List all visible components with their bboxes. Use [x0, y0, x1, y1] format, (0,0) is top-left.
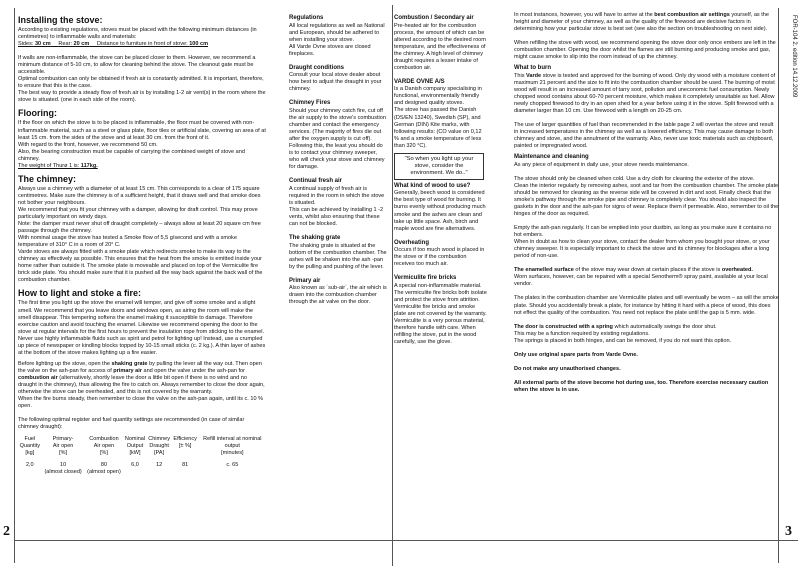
- varde-title: VARDE OVNE A/S: [394, 78, 445, 85]
- header-nominal-output: Nominal Output [kW]: [124, 436, 146, 457]
- maintenance-para-4: Empty the ash-pan regularly. It can be emptied into your dustbin, as long as you make sure it contains no hot embers.: [514, 225, 772, 239]
- best-settings-term: best combustion air settings: [654, 12, 730, 18]
- text-run: stove is tested and approved for the burning of wood. Only dry wood with a moisture content of maximum 21 percent and the size to fit into the combustion chamber should be used. The burning of moist wood will result in an increased amount of tarry soot, pollution and uneconomic fuel consumption. Newly chopped wood contains about 60-70 percent moisture, which makes it completely unsuitable as fuel. Allow newly chopped firewood to dry in an open shed for a year before using it in the stove. Split firewood with a diameter larger than 10 cm. Use firewood with a length on 20-25 cm.: [514, 72, 776, 115]
- floor-para-1: If the floor on which the stove is to be placed is inflammable, the floor must be covered with non-inflammable material, such as a steel or glass plate, floor tiles or artificial slate, covering an area of at least 15 cm. from the sides of the stove and at least 30 cm. from the front of it.: [18, 120, 266, 141]
- cell-refill: c. 65: [226, 462, 239, 469]
- overheated-term: overheated.: [721, 267, 753, 274]
- regulations-title: Regulations: [289, 15, 324, 21]
- chimney-para-3: Note: the damper must never shut off draught completely – always allow at least 20 square cm free passage through the chimney.: [18, 221, 261, 235]
- page-number-right: 3: [785, 524, 792, 539]
- enamel-term: The enamelled surface: [514, 267, 574, 274]
- maintenance-para-3: Clean the interior regularly by removing ashes, soot and tar from the combustion chamber. The smoke plate should be removed for cleaning as the reverse side will be covered in dirt and soot. Finally check that the smoke's pathway through the smoke pipe and chimney is completely clear. You should also inspect the gaskets in the door and the ash-pan for signs of wear. Replace them if permeable. Also, remember to oil the hinges of the door as required.: [514, 182, 779, 218]
- text-run: of the stove may wear down at certain places if the stove is: [573, 267, 722, 274]
- maintenance-para-1: As any piece of equipment in daily use, your stove needs maintenance.: [514, 161, 689, 168]
- lighting-para-2: Never use highly inflammable fluids such as spirit and petrol for lighting up! Instead, use a crumpled up piece of newspaper or kindling blocks topped by 10-15 small sticks (c. 2 kg.). A thin layer of ashes at the bottom of the stove makes lighting up a fire easier.: [18, 335, 266, 356]
- burn-para-2: The use of larger quantities of fuel than recommended in the table page 2 will overtax the stove and result in increased temperatures in the chimney as well as a lowered efficiency. This may cause damage to both chimney and stove, and the annulment of the warranty. Also, never use toxic materials such as chipboard, painted or impregnated wood.: [514, 122, 774, 150]
- front-value: 100 cm: [189, 41, 209, 48]
- text-run: which automatically swings the door shut.: [612, 323, 717, 330]
- maintenance-para-5: When in doubt as how to clean your stove, contact the dealer from whom you bought your stove, or your chimney sweeper. It is especially important to check the stove and its chimney for blockages after a long period of non-use.: [514, 239, 770, 260]
- column-combustion: [514, 12, 779, 394]
- door-para-3: The springs is placed in both hinges, and can be removed, if you do not want this option.: [514, 337, 732, 344]
- lighting-para-3: [18, 361, 266, 396]
- column-secondary-air: [394, 15, 488, 346]
- warning-hot-parts: All external parts of the stove become hot during use, too. Therefore exercise necessary caution when the stove is in use.: [514, 379, 769, 393]
- regulations-para-1: All local regulations as well as National and European, should be adhered to when installing your stove.: [289, 22, 385, 43]
- floor-title: Flooring:: [18, 108, 57, 119]
- install-title: Installing the stove:: [18, 15, 103, 25]
- chimney-fires-title: Chimney Fires: [289, 100, 331, 107]
- text-run: In most instances, however, you will have to arrive at the: [514, 12, 655, 18]
- text-run: and open the valve under the ash-pan for: [141, 367, 245, 374]
- text-run: (alternatively, shortly leave the door a little bit open if there is no wind and no draught in the chimney), thus allowing the fire to catch on. Always remember to close the door again, otherwise the stove can be overheated, and this is not covered by the warranty.: [18, 374, 265, 396]
- chimney-para-2: We recommend that you fit your chimney with a damper, allowing for draft control. This may prove particularly important on windy days.: [18, 206, 258, 220]
- burn-para-1: [514, 73, 779, 115]
- cell-combustion-air: 80 (almost open): [87, 462, 121, 476]
- table-intro: The following optimal register and fuel quantity settings are recommended (in case of similar chimney draught):: [18, 417, 245, 431]
- text-run: This: [514, 72, 527, 79]
- lighting-para-1: The first time you light up the stove the enamel will temper, and give off some smoke and a slight smell. We recommend that you leave doors and windows open, as airing the room will make the smell disappear. This tempering softens the enamel making it susceptible to damage. Therefore exercise caution and avoid touching the enamel. Likewise we recommend opening the door to the stove at regular intervals for the first hours to prevent the insulation rope from sticking to the enamel.: [18, 300, 265, 335]
- text-run: yourself, as the height and diameter of your chimney, as well as the quality of the firewood are decisive factors in determining how your particular stove is best set (see also the section on troubleshooting on next side).: [514, 12, 769, 33]
- lighting-para-4: When the fire burns steady, then remember to close the valve on the ash-pan again, until its c. 10 % open.: [18, 396, 264, 410]
- edition-text: FOR-104 2. edition 14.12.2009: [791, 15, 797, 98]
- lighting-title: How to light and stoke a fire:: [18, 288, 142, 299]
- cell-output: 6,0: [131, 462, 139, 469]
- floor-weight: [18, 163, 266, 170]
- warning-no-changes: Do not make any unauthorised changes.: [514, 365, 621, 372]
- chimney-fires-para: Should your chimney catch fire, cut off the air supply to the stove's combustion chamber and contact the emergency services. (The majority of fires die out after the oxygen supply is cut off). Following this, the least you should do is to contact your chimney sweeper, who will check your stove and chimney for damage.: [289, 107, 386, 171]
- regulations-para-2: All Varde Ovne stoves are closed fireplaces.: [289, 43, 371, 57]
- door-spring-term: The door is constructed with a spring: [514, 323, 613, 330]
- front-label: Distance to furniture in front of stove:: [97, 41, 188, 48]
- varde-term: Varde: [526, 72, 542, 79]
- cell-draught: 12: [156, 462, 163, 469]
- chimney-para-4: With nominal usage the stove has tested a Smoke flow of 5,5 g/second and with a smoke temperature of 310° C in a room of 20° C.: [18, 235, 237, 249]
- install-intro: According to existing regulations, stoves must be placed with the following minimum distances (in centimetres) to inflammable walls and materials:: [18, 27, 257, 41]
- varde-para-1: Is a Danish company specialising in functional, environmentally friendly and designed quality stoves.: [394, 86, 482, 107]
- chimney-para-5: Varde stoves are always fitted with a smoke plate which redirects smoke to make its way to the chimney as effectively as possible. This ensures that the heat from the smoke is emitted inside your home rather than outside it. The smoke plate is moveable and placed on top of the Vermiculite fire brick side plate. You should make sure that it is pushed all the way back against the back wall of the combustion chamber.: [18, 249, 263, 284]
- center-divider-line: [392, 5, 393, 566]
- floor-para-3: Also, the bearing construction must be capable of carrying the combined weight of stove and chimney.: [18, 148, 245, 162]
- wood-title: What kind of wood to use?: [394, 182, 471, 189]
- overheating-para: Occurs if too much wood is placed in the stove or if the combustion receives too much air.: [394, 247, 485, 268]
- overheating-title: Overheating: [394, 239, 430, 246]
- text-run: by pulling the lever all the way out. Then open the valve on the ash-pan for access of: [18, 360, 262, 374]
- floor-para-2: With regard to the front, however, we recommend 50 cm.: [18, 141, 158, 148]
- combustion-air-term: combustion air: [18, 374, 58, 381]
- refill-para: When refilling the stove with wood, we recommend opening the stove door only once embers are left in the combustion chamber. Opening the door whilst the flames are still burning and producing smoke and gas, might cause smoke to slip into the room instead of up the chimney.: [514, 40, 776, 61]
- primary-air-title: Primary air: [289, 277, 321, 284]
- enamel-para-2: Worn surfaces, however, can be repaired with a special Senotherm® spray paint, available at your local vendor.: [514, 274, 768, 288]
- varde-para-2: The stove has passed the Danish (DS/EN 13240), Swedish (SP), and German (DIN) Kite marks, with following results: (CO value on 0,12 % and a smoke temperature of less than 320 °C).: [394, 107, 482, 149]
- fresh-air-title: Continual fresh air: [289, 178, 343, 185]
- sides-label: Sides:: [18, 41, 34, 48]
- rear-value: 20 cm: [73, 41, 90, 48]
- draught-title: Draught conditions: [289, 64, 344, 71]
- cell-efficiency: 81: [182, 462, 189, 469]
- edition-vertical-label: [780, 15, 800, 265]
- burn-title: What to burn: [514, 65, 551, 72]
- column-regulations: [289, 15, 387, 306]
- rear-label: Rear:: [58, 41, 72, 48]
- settings-para: [514, 12, 779, 33]
- fresh-air-para-2: This can be achieved by installing 1 -2 vents, whilst also ensuring that these can not be blocked.: [289, 206, 384, 228]
- secondary-air-para: Pre-heated air for the combustion process, the amount of which can be altered according to the desired room temperature, and the effectiveness of the chimney. A high level of chimney draught requires a lesser intake of combustion air.: [394, 22, 486, 71]
- shaking-grate-para: The shaking grate is situated at the bottom of the combustion chamber. The ashes will be shaken into the ash -pan by the pulling and pushing of the lever.: [289, 242, 387, 270]
- shaking-grate-term: shaking grate: [111, 360, 148, 367]
- chimney-title: The chimney:: [18, 173, 77, 184]
- install-para-4: The best way to provide a steady flow of fresh air is by installing 1-2 air vent(s) in the room where the stove is situated. (one in each side of the room).: [18, 90, 266, 104]
- page-number-left: 2: [3, 524, 10, 539]
- primary-air-term: primary air: [113, 367, 142, 374]
- cell-fuel: 2,0: [25, 462, 34, 469]
- header-combustion-air: Combustion Air open [%]: [89, 436, 119, 457]
- weight-label: The weight of Thurø 1 is:: [18, 162, 80, 169]
- table-row: [18, 457, 266, 476]
- weight-value: 117kg.: [80, 162, 98, 169]
- environment-quote: "So when you light up your stove, consider the environment. We do..": [394, 153, 484, 180]
- fresh-air-para-1: A continual supply of fresh air is required in the room in which the stove is situated.: [289, 185, 385, 206]
- header-fuel: Fuel Quantity [kg]: [19, 436, 41, 457]
- column-installation: [18, 15, 266, 476]
- chimney-para-1: Always use a chimney with a diameter of at least 15 cm. This corresponds to a clear of 175 square centimetres. Make sure the chimney is of a sufficient height, that it draws well and that smoke does not bother your neighbours.: [18, 185, 261, 206]
- settings-table: [18, 436, 266, 476]
- shaking-grate-title: The shaking grate: [289, 235, 341, 242]
- secondary-air-title: Combustion / Secondary air: [394, 15, 474, 21]
- door-para-2: This may be a function required by existing regulations.: [514, 330, 650, 337]
- header-efficiency: Efficiency [± %]: [173, 436, 197, 450]
- left-border-line: [14, 8, 15, 563]
- header-chimney-draught: Chimney Draught [PA]: [148, 436, 170, 457]
- cell-primary-air: 10 (almost closed): [44, 462, 82, 476]
- primary-air-para: Also known as ´sub-air´, the air which is drawn into the combustion chamber through the air valve on the door.: [289, 285, 387, 306]
- maintenance-para-2: The stove should only be cleaned when cold. Use a dry cloth for cleaning the exterior of the stove.: [514, 175, 755, 182]
- header-primary-air: Primary- Air open [%]: [52, 436, 74, 457]
- header-refill: Refill interval at nominal output [minutes]: [203, 436, 262, 457]
- distances-line: [18, 41, 266, 48]
- maintenance-title: Maintenance and cleaning: [514, 154, 589, 161]
- sides-value: 30 cm: [34, 41, 51, 48]
- plates-para: The plates in the combustion chamber are Vermiculite plates and will eventually be worn – as will the smoke plate. Should you accidentally break a plate, for instance by hitting it hard with a piece of wood, this does not effect the quality of the combustion. You need not replace the plate until the gap is 5 mm. wide.: [514, 295, 779, 316]
- door-para: [514, 324, 779, 331]
- wood-para: Generally, beech wood is considered the best type of wood for burning. It burns evenly without producing much smoke and the ashes are clean and take up little space. Ash, birch and maple wood are fine alternatives.: [394, 190, 486, 232]
- bottom-rule: [14, 540, 798, 541]
- warning-spare-parts: Only use original spare parts from Varde Ovne.: [514, 351, 638, 358]
- vermiculite-title: Vermiculite fire bricks: [394, 275, 457, 282]
- install-para-3: Optimal combustion can only be obtained if fresh air is constantly admitted. It is important, therefore, to ensure that this is the case.: [18, 76, 264, 90]
- draught-para: Consult your local stove dealer about how best to adjust the draught in your chimney.: [289, 72, 382, 93]
- vermiculite-para: A special non-inflammable material. The vermiculite fire bricks both isolate and protect the stove from attrition. Vermiculite fire bricks and smoke plate are not covered by the warranty. Vermiculite is a very porous material, therefore handle with care. When refilling the stove, put in the wood carefully, use the glove.: [394, 282, 487, 346]
- text-run: Before lighting up the stove, open the: [18, 360, 112, 367]
- table-header-row: [18, 436, 266, 457]
- install-para-2: If walls are non-inflammable, the stove can be placed closer to them. However, we recommend a minimum distance of 5-10 cm, to allow for cleaning behind the stove. The cleanout gate must be accessible.: [18, 55, 256, 76]
